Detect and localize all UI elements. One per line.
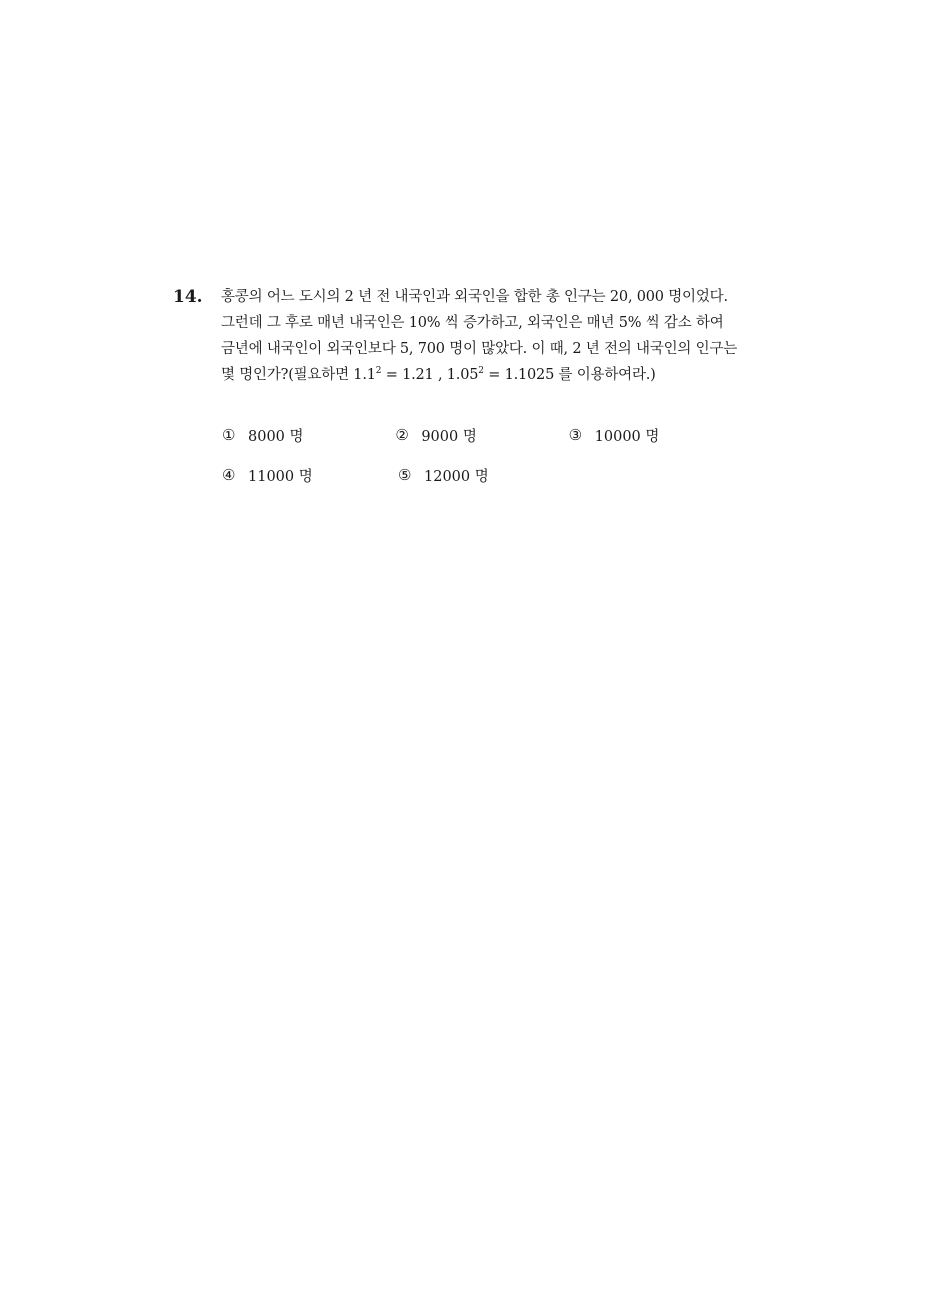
choice-1-text: 8000 명	[248, 428, 304, 445]
answer-choices	[222, 415, 742, 495]
choice-1-marker: ①	[222, 426, 236, 444]
choice-5-marker: ⑤	[398, 466, 412, 484]
question-text	[221, 284, 761, 388]
choice-3[interactable]	[569, 425, 742, 446]
choice-4-text: 11000 명	[248, 468, 313, 485]
choice-row-1	[222, 415, 742, 455]
choice-4[interactable]	[222, 465, 398, 486]
line4-prefix: 몇 명인가?(필요하면 1.1	[221, 367, 376, 383]
choice-2-marker: ②	[395, 426, 409, 444]
question-line-2: 그런데 그 후로 매년 내국인은 10% 씩 증가하고, 외국인은 매년 5% 씩 감소 하여	[221, 315, 724, 331]
line4-middle: = 1.21 , 1.05	[381, 367, 479, 383]
question-line-1: 홍콩의 어느 도시의 2 년 전 내국인과 외국인을 합한 총 인구는 20, 000 명이었다.	[221, 289, 728, 305]
choice-3-marker: ③	[568, 426, 583, 444]
exponent-1: 2	[375, 366, 382, 377]
choice-1[interactable]	[222, 425, 395, 446]
line4-suffix: = 1.1025 를 이용하여라.)	[483, 367, 656, 383]
choice-2-text: 9000 명	[421, 428, 477, 445]
question-number: 14.	[173, 287, 203, 307]
question-line-3: 금년에 내국인이 외국인보다 5, 700 명이 많았다. 이 때, 2 년 전의 내국인의 인구는	[221, 341, 738, 357]
exponent-2: 2	[478, 366, 484, 377]
choice-3-text: 10000 명	[594, 428, 660, 445]
question-line-4	[221, 362, 761, 388]
choice-5-text: 12000 명	[424, 468, 489, 485]
choice-4-marker: ④	[222, 466, 236, 484]
choice-5[interactable]	[398, 465, 574, 486]
choice-2[interactable]	[395, 425, 568, 446]
choice-row-2	[222, 455, 742, 495]
